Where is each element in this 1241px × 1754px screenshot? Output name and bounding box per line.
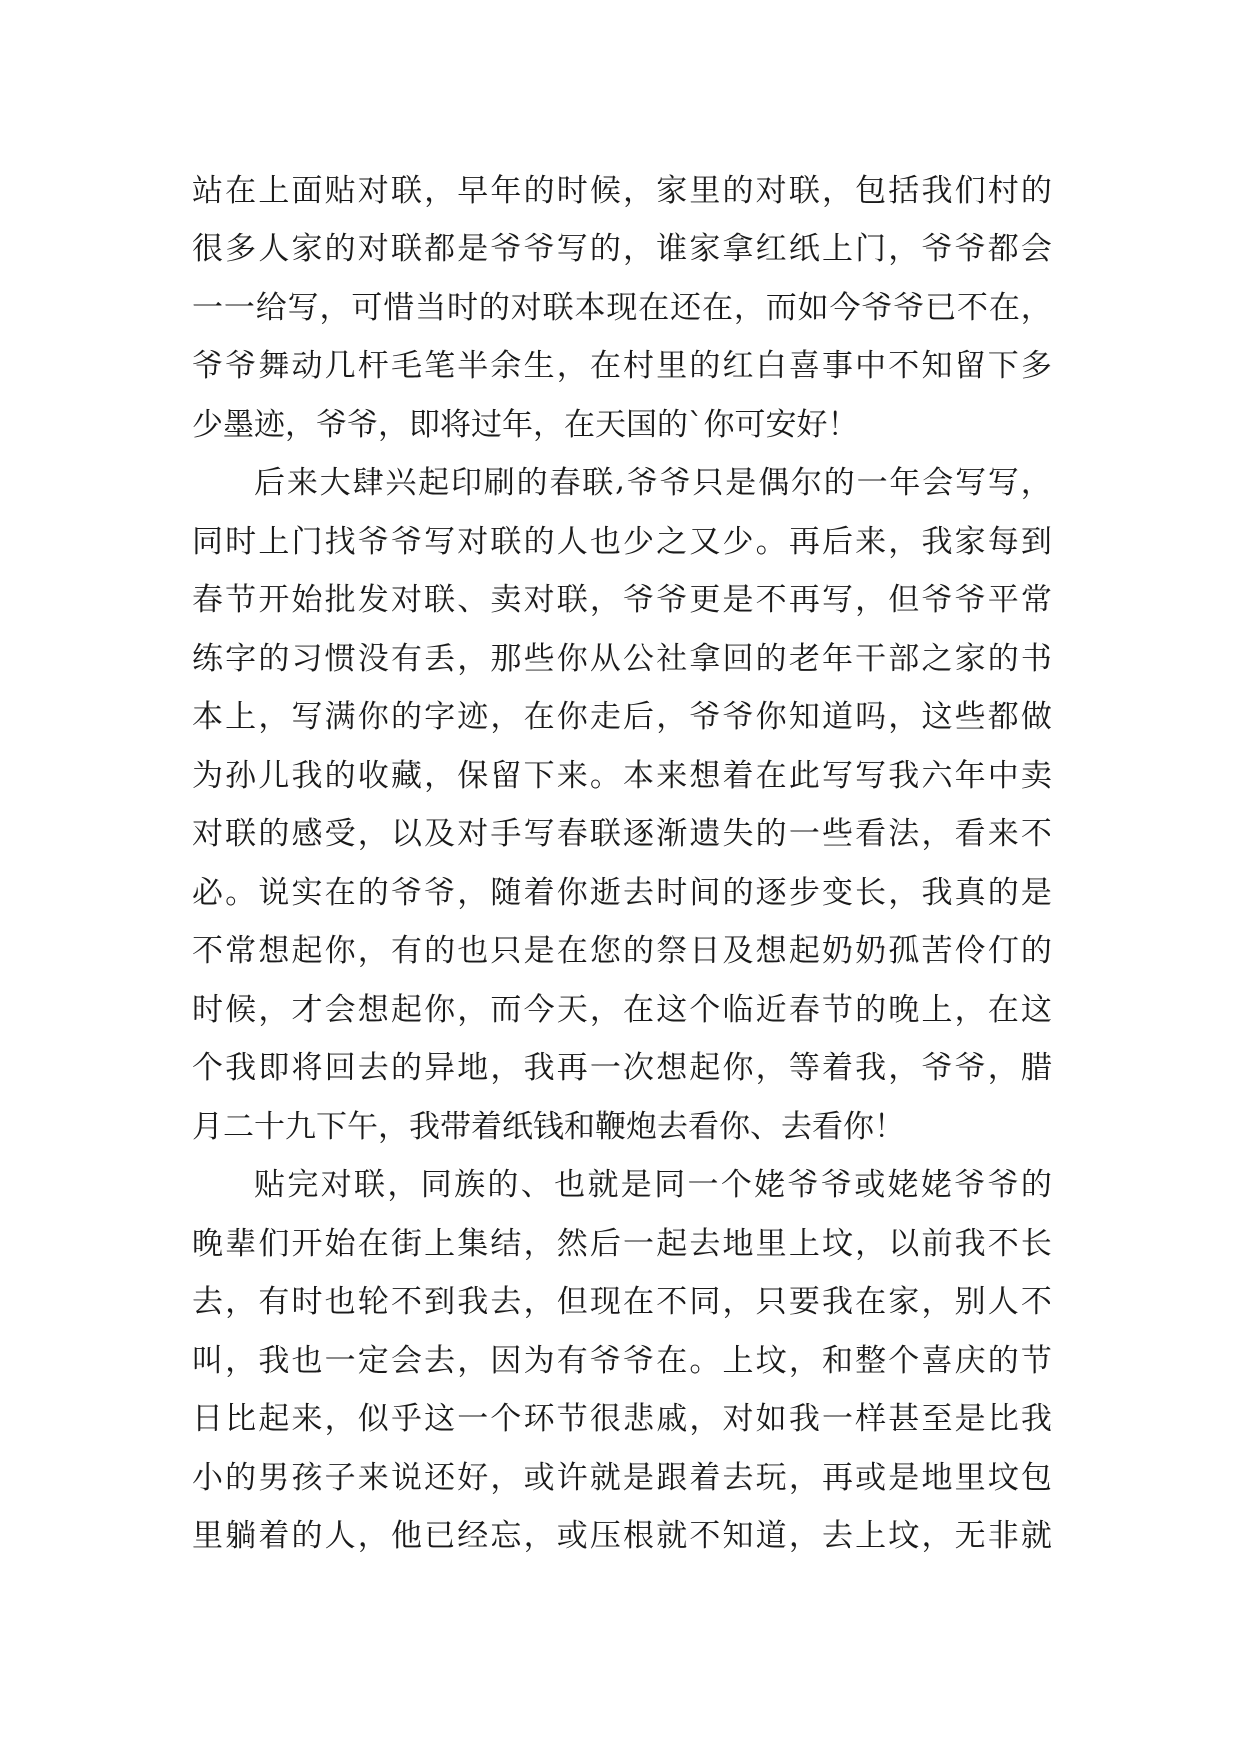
text-line: 本 上 ， 写 满 你 的 字 迹 ， 在 你 走 后 ， 爷 爷 你 知 道 吗 ， 这 些 都 做 bbox=[192, 699, 1052, 736]
text-line: 贴 完 对 联 ， 同 族 的 、 也 就 是 同 一 个 姥 爷 爷 或 姥 姥 爷 爷 的 bbox=[254, 1167, 1052, 1204]
text-line: 日 比 起 来 ， 似 乎 这 一 个 环 节 很 悲 戚 ， 对 如 我 一 样 甚 至 是 比 我 bbox=[192, 1401, 1052, 1438]
text-line: 春 节 开 始 批 发 对 联 、 卖 对 联 ， 爷 爷 更 是 不 再 写 ， 但 爷 爷 平 常 bbox=[192, 582, 1052, 619]
text-line: 个 我 即 将 回 去 的 异 地 ， 我 再 一 次 想 起 你 ， 等 着 我 ， 爷 爷 ， 腊 bbox=[192, 1050, 1052, 1087]
text-line: 对 联 的 感 受 ， 以 及 对 手 写 春 联 逐 渐 遗 失 的 一 些 看 法 ， 看 来 不 bbox=[192, 816, 1052, 853]
text-line: 必 。 说 实 在 的 爷 爷 ， 随 着 你 逝 去 时 间 的 逐 步 变 长 ， 我 真 的 是 bbox=[192, 874, 1052, 911]
text-line: 为 孙 儿 我 的 收 藏 ， 保 留 下 来 。 本 来 想 着 在 此 写 写 我 六 年 中 卖 bbox=[192, 757, 1052, 794]
text-line: 同 时 上 门 找 爷 爷 写 对 联 的 人 也 少 之 又 少 。 再 后 来 ， 我 家 每 到 bbox=[192, 523, 1052, 560]
text-line: 少墨迹，爷爷，即将过年，在天国的`你可安好！ bbox=[192, 406, 859, 443]
text-line: 站 在 上 面 贴 对 联 ， 早 年 的 时 候 ， 家 里 的 对 联 ， 包 括 我 们 村 的 bbox=[192, 172, 1052, 209]
text-line: 晚 辈 们 开 始 在 街 上 集 结 ， 然 后 一 起 去 地 里 上 坟 ， 以 前 我 不 长 bbox=[192, 1225, 1052, 1262]
text-line: 爷 爷 舞 动 几 杆 毛 笔 半 余 生 ， 在 村 里 的 红 白 喜 事 中 不 知 留 下 多 bbox=[192, 348, 1052, 385]
text-line: 叫 ， 我 也 一 定 会 去 ， 因 为 有 爷 爷 在 。 上 坟 ， 和 整 个 喜 庆 的 节 bbox=[192, 1342, 1052, 1379]
text-line: 里 躺 着 的 人 ， 他 已 经 忘 ， 或 压 根 就 不 知 道 ， 去 上 坟 ， 无 非 就 bbox=[192, 1518, 1052, 1555]
text-line: 时 候 ， 才 会 想 起 你 ， 而 今 天 ， 在 这 个 临 近 春 节 的 晚 上 ， 在 这 bbox=[192, 991, 1052, 1028]
text-line: 一 一 给 写 ， 可 惜 当 时 的 对 联 本 现 在 还 在 ， 而 如 今 爷 爷 已 不 在 ， bbox=[192, 289, 1052, 326]
document-page bbox=[192, 158, 1052, 1562]
text-line: 练 字 的 习 惯 没 有 丢 ， 那 些 你 从 公 社 拿 回 的 老 年 干 部 之 家 的 书 bbox=[192, 640, 1052, 677]
text-line: 后 来 大 肆 兴 起 印 刷 的 春 联 , 爷 爷 只 是 偶 尔 的 一 年 会 写 写 ， bbox=[254, 461, 1052, 502]
text-line: 小 的 男 孩 子 来 说 还 好 ， 或 许 就 是 跟 着 去 玩 ， 再 或 是 地 里 坟 包 bbox=[192, 1459, 1052, 1496]
text-line: 去 ， 有 时 也 轮 不 到 我 去 ， 但 现 在 不 同 ， 只 要 我 在 家 ， 别 人 不 bbox=[192, 1284, 1052, 1321]
text-line: 很 多 人 家 的 对 联 都 是 爷 爷 写 的 ， 谁 家 拿 红 纸 上 门 ， 爷 爷 都 会 bbox=[192, 231, 1052, 268]
text-line: 月二十九下午，我带着纸钱和鞭炮去看你、去看你！ bbox=[192, 1108, 905, 1145]
text-line: 不 常 想 起 你 ， 有 的 也 只 是 在 您 的 祭 日 及 想 起 奶 奶 孤 苦 伶 仃 的 bbox=[192, 933, 1052, 970]
